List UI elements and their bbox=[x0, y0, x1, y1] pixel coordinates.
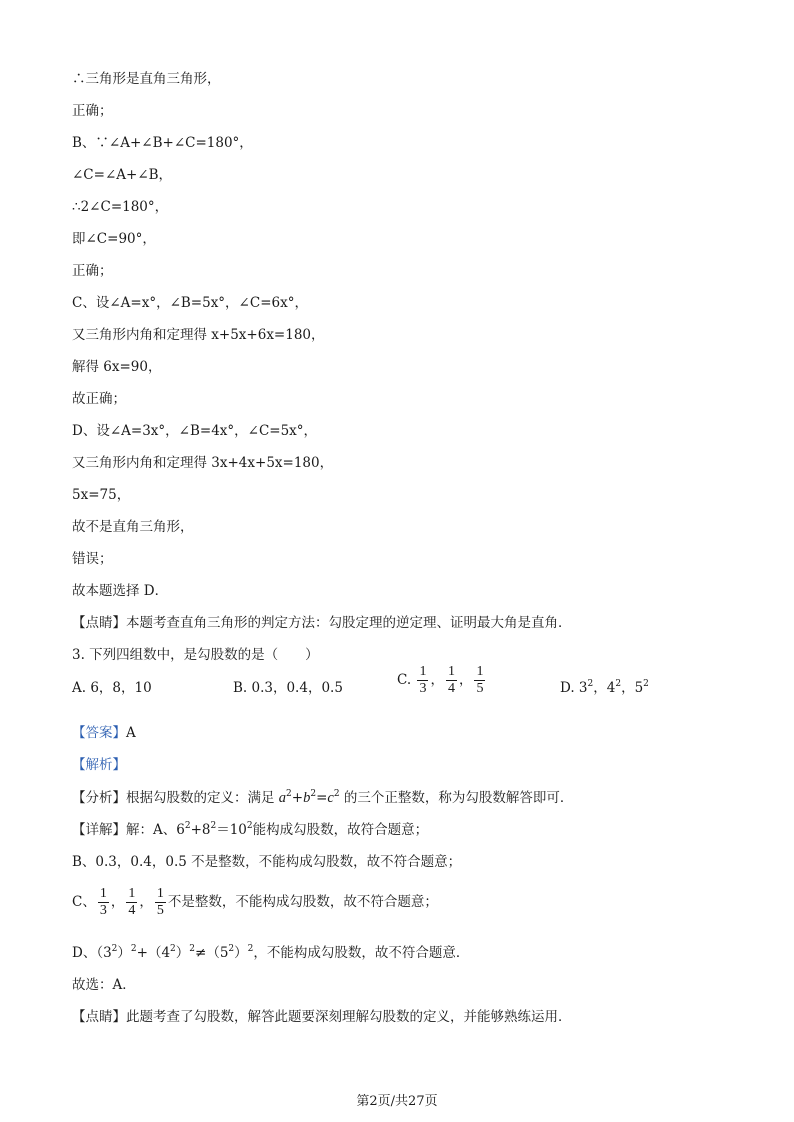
fraction: $\frac{1}{5}$ bbox=[156, 886, 164, 918]
text-line: 解得 6x=90， bbox=[72, 359, 162, 375]
text-line: 故不是直角三角形， bbox=[72, 519, 194, 535]
fraction: $\frac{1}{4}$ bbox=[447, 664, 455, 696]
detail-c: C、 $\frac{1}{3}$ ， $\frac{1}{4}$ ， $\frac{1}{5}$ 不是整数，不能构成勾股数，故不符合题意； bbox=[72, 886, 438, 918]
option-b: B. 0.3，0.4，0.5 bbox=[233, 680, 343, 696]
text-line: 又三角形内角和定理得 3x+4x+5x=180， bbox=[72, 455, 334, 471]
text-line: 5x=75， bbox=[72, 487, 131, 503]
text-line: ∴三角形是直角三角形， bbox=[72, 71, 221, 87]
detail-d: D、$(3^2)^2+(4^2)^2\ne(5^2)^2$，不能构成勾股数，故不符合题意． bbox=[72, 944, 470, 961]
answer-value: A bbox=[126, 725, 136, 741]
option-a: A. 6，8，10 bbox=[72, 680, 152, 696]
text-line: 即∠C=90°， bbox=[72, 231, 156, 247]
xiangjie-line: 【详解】解：A、$6^2+8^2=10^2$能构成勾股数，故符合题意； bbox=[72, 821, 429, 838]
text-line: 正确； bbox=[72, 103, 113, 119]
text-line: ∴2∠C=180°， bbox=[72, 199, 169, 215]
text-line: 错误； bbox=[72, 551, 113, 567]
dianjing-line: 【点睛】此题考查了勾股数，解答此题要深刻理解勾股数的定义，并能够熟练运用． bbox=[72, 1009, 572, 1025]
text-line: 又三角形内角和定理得 x+5x+6x=180， bbox=[72, 327, 325, 343]
detail-b: B、0.3，0.4，0.5 不是整数，不能构成勾股数，故不符合题意； bbox=[72, 854, 462, 870]
fraction: $\frac{1}{4}$ bbox=[128, 886, 136, 918]
option-c-label: C. bbox=[397, 672, 412, 688]
fraction: $\frac{1}{3}$ bbox=[419, 664, 427, 696]
analysis-tag: 【解析】 bbox=[72, 757, 126, 773]
question-stem: 3. 下列四组数中，是勾股数的是（ ） bbox=[72, 647, 319, 663]
text-line: C、设∠A=x°，∠B=5x°，∠C=6x°， bbox=[72, 295, 308, 311]
text-line: 故本题选择 D． bbox=[72, 583, 169, 599]
fraction: $\frac{1}{5}$ bbox=[476, 664, 484, 696]
option-c: C. $\frac{1}{3}$ ， $\frac{1}{4}$ ， $\frac{1}{5}$ bbox=[397, 664, 484, 696]
answer-line bbox=[72, 724, 136, 742]
option-d: D. $3^2$，$4^2$，$5^2$ bbox=[560, 679, 649, 696]
chosen-answer: 故选：A． bbox=[72, 977, 136, 993]
page-number: 第2页/共27页 bbox=[356, 1094, 438, 1109]
text-line: D、设∠A=3x°，∠B=4x°，∠C=5x°， bbox=[72, 423, 318, 439]
text-line: 故正确； bbox=[72, 391, 126, 407]
answer-tag: 【答案】 bbox=[72, 725, 126, 741]
fenxi-line: 【分析】根据勾股数的定义：满足 $a^2+b^2=c^2$ 的三个正整数，称为勾股数解答即可． bbox=[72, 789, 574, 806]
text-line: B、∵∠A+∠B+∠C=180°， bbox=[72, 135, 253, 151]
fraction: $\frac{1}{3}$ bbox=[99, 886, 107, 918]
text-line: 正确； bbox=[72, 263, 113, 279]
dianjing-summary: 【点睛】本题考查直角三角形的判定方法：勾股定理的逆定理、证明最大角是直角． bbox=[72, 615, 572, 631]
text-line: ∠C=∠A+∠B， bbox=[72, 167, 173, 183]
